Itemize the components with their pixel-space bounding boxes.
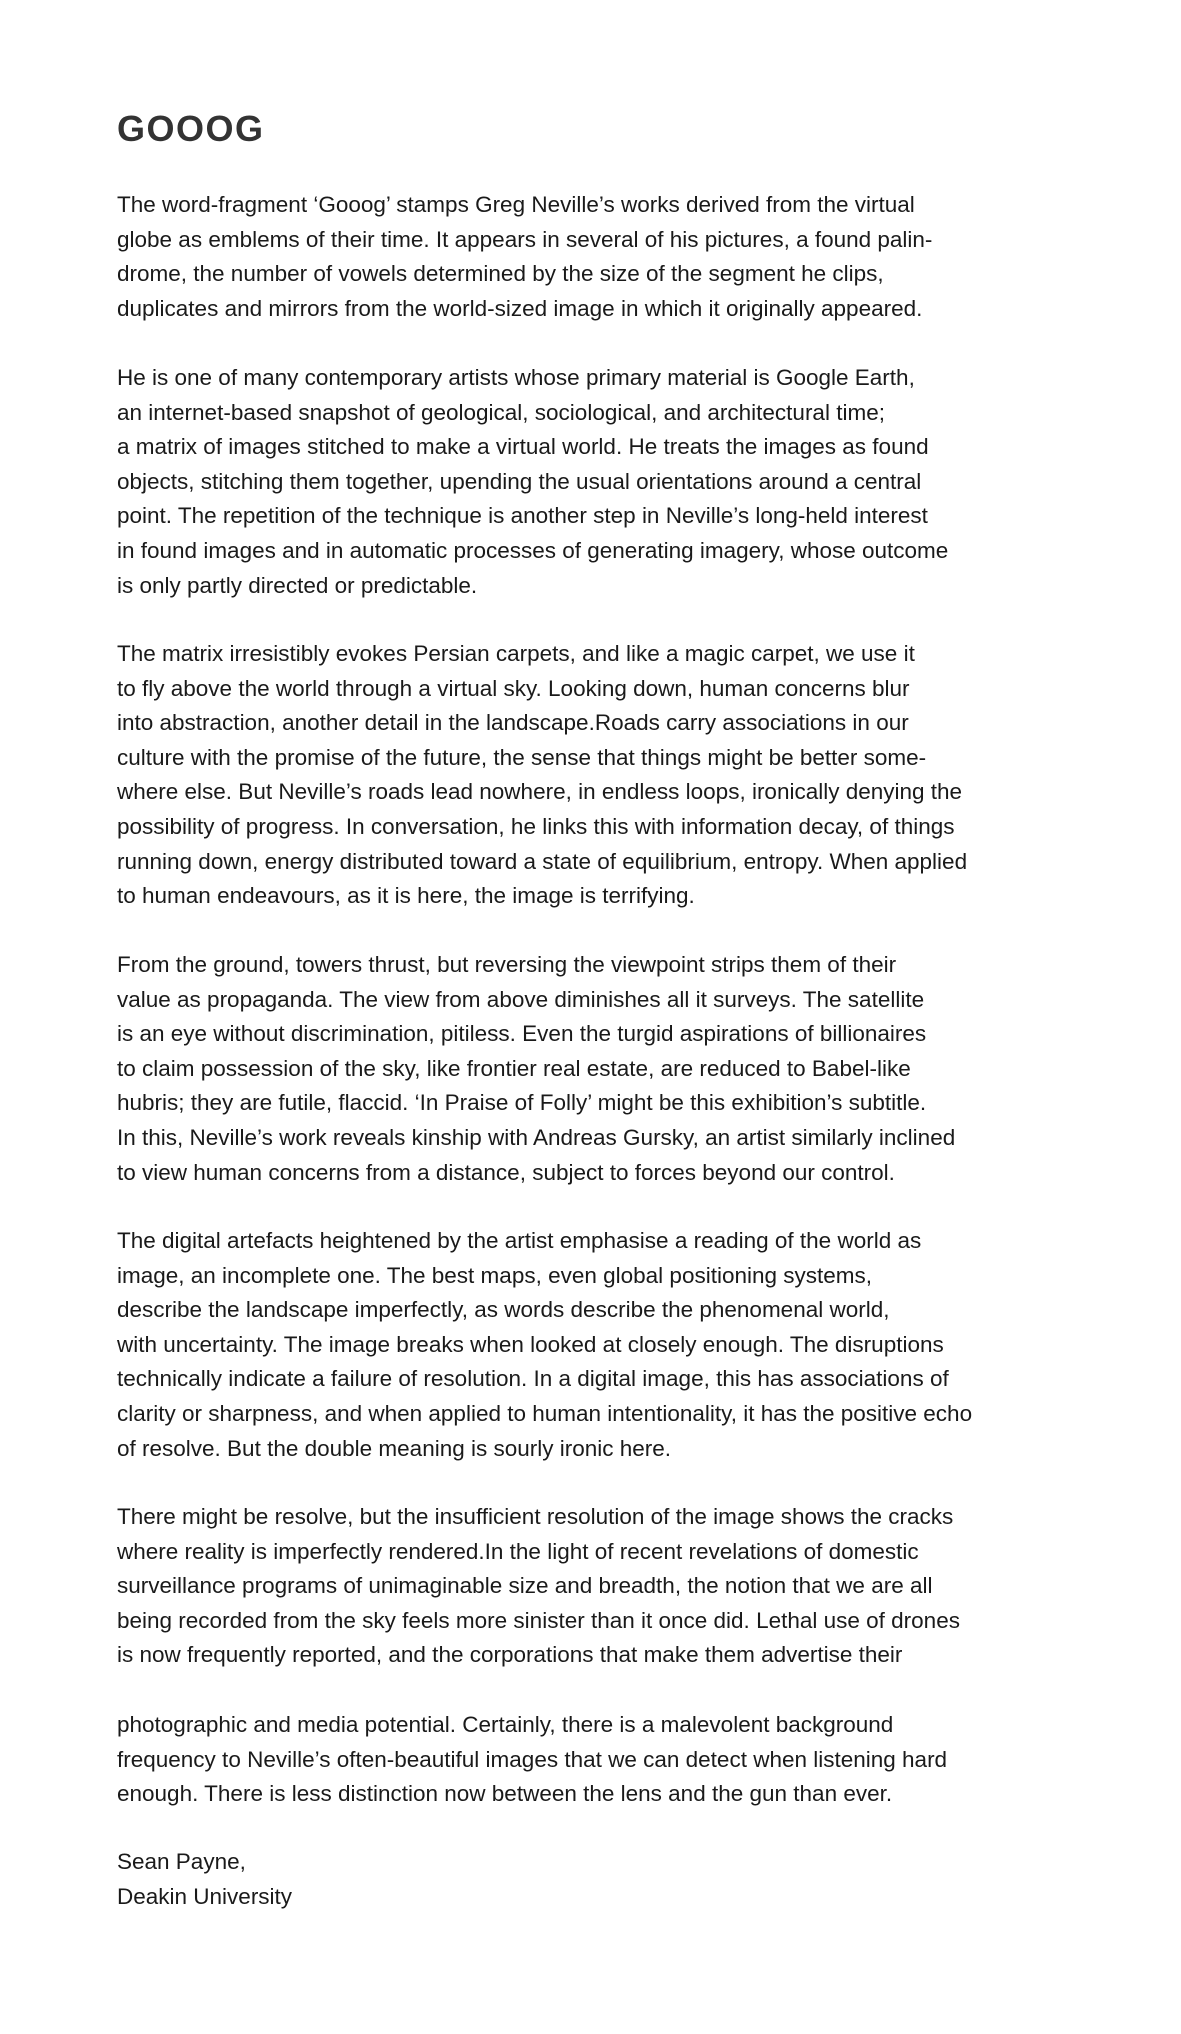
text-line: to claim possession of the sky, like frontier real estate, are reduced to Babel-like	[117, 1055, 911, 1081]
text-line: of resolve. But the double meaning is sourly ironic here.	[117, 1435, 672, 1461]
text-line: surveillance programs of unimaginable size and breadth, the notion that we are all	[117, 1573, 933, 1599]
text-line: In this, Neville’s work reveals kinship with Andreas Gursky, an artist similarly inclined	[117, 1124, 956, 1150]
text-line: with uncertainty. The image breaks when looked at closely enough. The disruptions	[117, 1331, 944, 1357]
text-line: where reality is imperfectly rendered.In the light of recent revelations of domestic	[117, 1538, 919, 1564]
text-line: Sean Payne,	[117, 1849, 246, 1874]
text-line: photographic and media potential. Certainly, there is a malevolent background	[117, 1712, 894, 1737]
text-line: technically indicate a failure of resolution. In a digital image, this has associations of	[117, 1366, 949, 1392]
text-line: is an eye without discrimination, pitiless. Even the turgid aspirations of billionaires	[117, 1021, 927, 1047]
text-line: in found images and in automatic processes of generating imagery, whose outcome	[117, 537, 949, 563]
paragraph-google-earth	[117, 361, 948, 603]
text-line: duplicates and mirrors from the world-sized image in which it originally appeared.	[117, 295, 923, 321]
text-line: point. The repetition of the technique is another step in Neville’s long-held interest	[117, 503, 928, 529]
text-line: culture with the promise of the future, the sense that things might be better some-	[117, 744, 927, 770]
text-line: The matrix irresistibly evokes Persian carpets, and like a magic carpet, we use it	[117, 641, 915, 666]
text-line: There might be resolve, but the insufficient resolution of the image shows the cracks	[117, 1504, 954, 1529]
text-line: where else. But Neville’s roads lead nowhere, in endless loops, ironically denying the	[117, 779, 963, 805]
text-line: being recorded from the sky feels more sinister than it once did. Lethal use of drones	[117, 1607, 960, 1633]
page-title: GOOOG	[117, 108, 265, 149]
paragraph-intro	[117, 188, 932, 326]
text-line: into abstraction, another detail in the landscape.Roads carry associations in our	[117, 710, 909, 736]
paragraph-magic-carpet	[117, 637, 967, 914]
text-line: to human endeavours, as it is here, the image is terrifying.	[117, 883, 695, 909]
text-line: running down, energy distributed toward a state of equilibrium, entropy. When applied	[117, 848, 968, 874]
text-line: describe the landscape imperfectly, as words describe the phenomenal world,	[117, 1297, 890, 1323]
text-line: clarity or sharpness, and when applied to human intentionality, it has the positive echo	[117, 1400, 973, 1426]
paragraph-resolve	[117, 1500, 960, 1673]
text-line: image, an incomplete one. The best maps, even global positioning systems,	[117, 1262, 873, 1288]
text-line: to fly above the world through a virtual sky. Looking down, human concerns blur	[117, 675, 910, 701]
text-line: drome, the number of vowels determined by the size of the segment he clips,	[117, 261, 884, 287]
text-line: is now frequently reported, and the corporations that make them advertise their	[117, 1642, 903, 1668]
text-line: frequency to Neville’s often-beautiful images that we can detect when listening hard	[117, 1746, 948, 1772]
text-line: globe as emblems of their time. It appears in several of his pictures, a found palin-	[117, 226, 933, 252]
text-line: From the ground, towers thrust, but reversing the viewpoint strips them of their	[117, 952, 897, 977]
author-signature	[117, 1845, 292, 1914]
text-line: hubris; they are futile, flaccid. ‘In Praise of Folly’ might be this exhibition’s subtitle.	[117, 1090, 927, 1116]
text-line: He is one of many contemporary artists whose primary material is Google Earth,	[117, 365, 915, 390]
paragraph-towers	[117, 948, 955, 1190]
text-line: an internet-based snapshot of geological, sociological, and architectural time;	[117, 399, 885, 425]
paragraph-digital-artefacts	[117, 1224, 972, 1466]
text-line: possibility of progress. In conversation, he links this with information decay, of things	[117, 813, 955, 839]
text-line: is only partly directed or predictable.	[117, 572, 478, 598]
text-line: to view human concerns from a distance, subject to forces beyond our control.	[117, 1159, 895, 1185]
text-line: value as propaganda. The view from above diminishes all it surveys. The satellite	[117, 986, 925, 1012]
text-line: a matrix of images stitched to make a virtual world. He treats the images as found	[117, 434, 929, 460]
paragraph-malevolent	[117, 1708, 947, 1812]
text-line: The word-fragment ‘Gooog’ stamps Greg Neville’s works derived from the virtual	[117, 192, 915, 217]
text-line: objects, stitching them together, upending the usual orientations around a central	[117, 468, 922, 494]
text-line: The digital artefacts heightened by the artist emphasise a reading of the world as	[117, 1228, 922, 1253]
text-line: Deakin University	[117, 1883, 293, 1909]
text-line: enough. There is less distinction now between the lens and the gun than ever.	[117, 1781, 893, 1807]
